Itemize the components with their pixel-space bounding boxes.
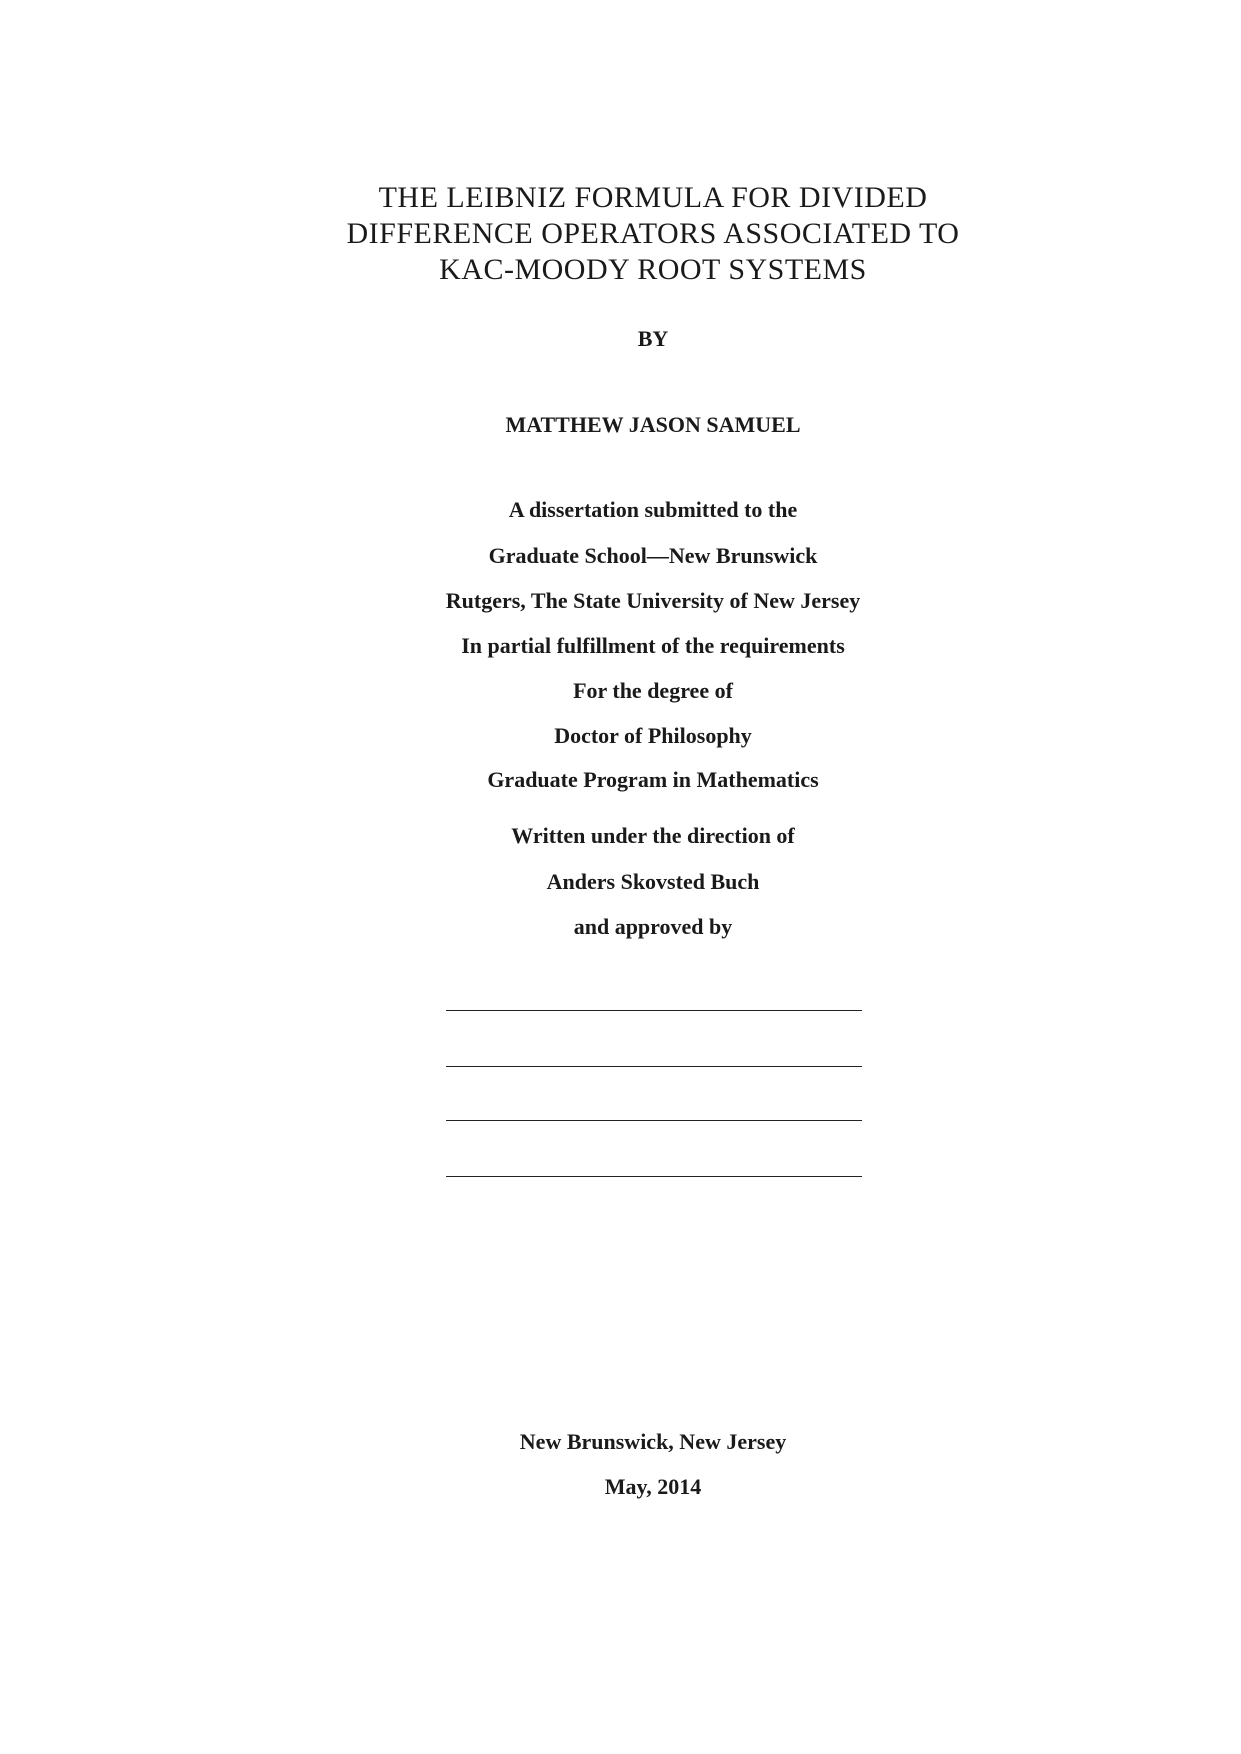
title: [0, 180, 1241, 288]
statement-line: Graduate Program in Mathematics: [487, 767, 819, 792]
statement-line: Doctor of Philosophy: [554, 723, 752, 748]
signature-line: [446, 1120, 862, 1121]
date: May, 2014: [604, 1474, 702, 1499]
title-line: KAC-MOODY ROOT SYSTEMS: [439, 253, 867, 286]
title-line: DIFFERENCE OPERATORS ASSOCIATED TO: [346, 217, 960, 250]
statement-line: Rutgers, The State University of New Jersey: [445, 588, 861, 613]
statement-line: Graduate School—New Brunswick: [488, 543, 818, 568]
direction-line: and approved by: [573, 914, 733, 939]
by-label: BY: [637, 326, 669, 351]
signature-line: [446, 1010, 862, 1011]
place: New Brunswick, New Jersey: [519, 1429, 787, 1454]
signature-line: [446, 1176, 862, 1177]
title-line: THE LEIBNIZ FORMULA FOR DIVIDED: [378, 181, 928, 214]
statement-line: A dissertation submitted to the: [508, 497, 798, 522]
advisor-name: Anders Skovsted Buch: [546, 869, 760, 894]
author-name: MATTHEW JASON SAMUEL: [505, 412, 801, 437]
statement-line: For the degree of: [573, 678, 733, 703]
signature-line: [446, 1066, 862, 1067]
direction-line: Written under the direction of: [511, 823, 795, 848]
statement-line: In partial fulfillment of the requirements: [461, 633, 845, 658]
